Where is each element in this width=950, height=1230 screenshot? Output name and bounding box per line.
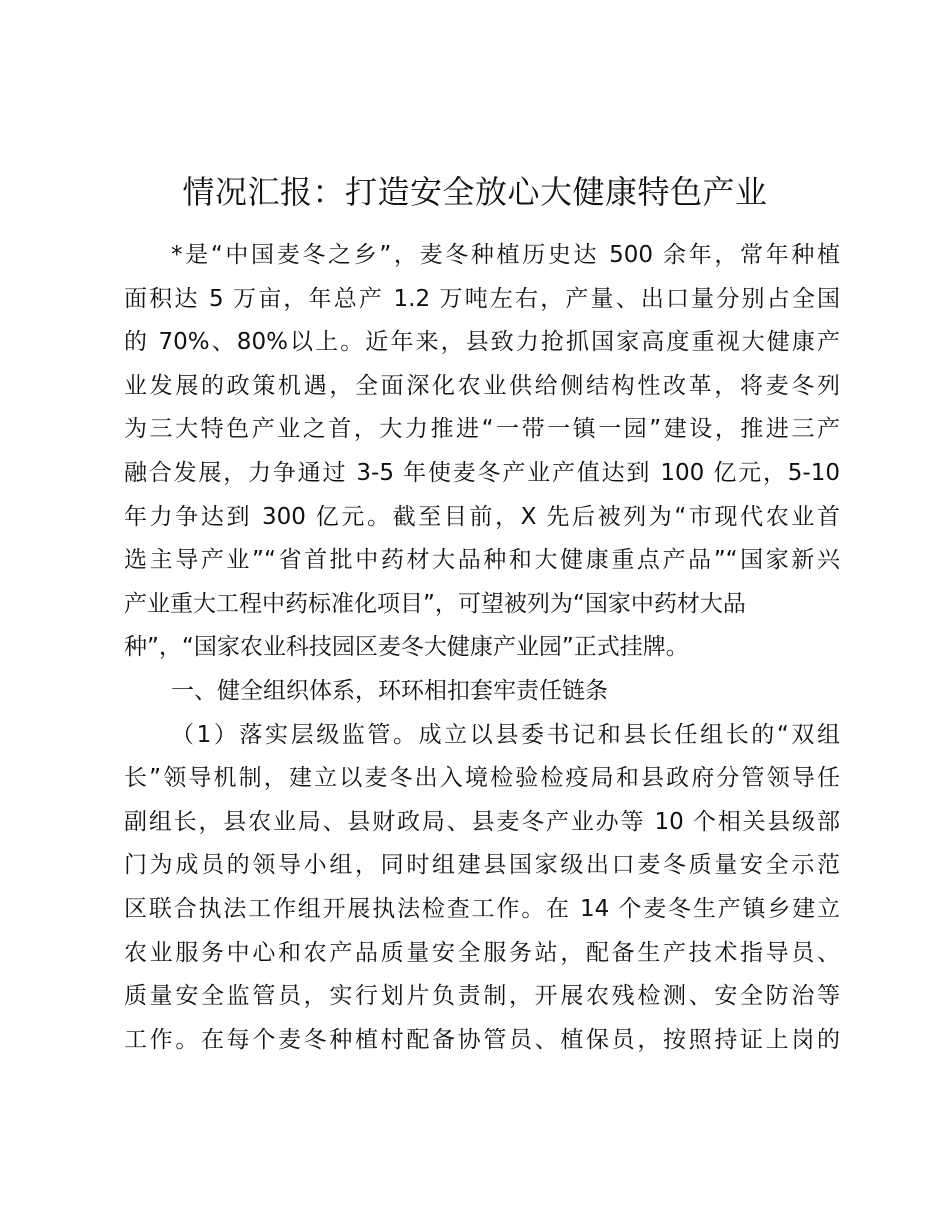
text-line: （1）落实层级监管。成立以县委书记和县长任组长的“双组 bbox=[171, 721, 840, 748]
text-line: 业发展的政策机遇，全面深化农业供给侧结构性改革，将麦冬列 bbox=[124, 372, 840, 399]
text-line: 的 70%、80%以上。近年来，县致力抢抓国家高度重视大健康产 bbox=[124, 329, 840, 356]
text-line: 为三大特色产业之首，大力推进“一带一镇一园”建设，推进三产 bbox=[124, 416, 840, 443]
paragraph-intro bbox=[124, 234, 840, 670]
text-line: 选主导产业”“省首批中药材大品种和大健康重点产品”“国家新兴 bbox=[124, 547, 840, 574]
text-line: 工作。在每个麦冬种植村配备协管员、植保员，按照持证上岗的 bbox=[124, 1026, 840, 1053]
text-line: 产业重大工程中药标准化项目”，可望被列为“国家中药材大品 bbox=[124, 590, 746, 617]
text-line: 种”，“国家农业科技园区麦冬大健康产业园”正式挂牌。 bbox=[124, 634, 689, 661]
text-line: 年力争达到 300 亿元。截至目前，X 先后被列为“市现代农业首 bbox=[124, 503, 840, 530]
text-line: 农业服务中心和农产品质量安全服务站，配备生产技术指导员、 bbox=[124, 939, 840, 966]
document-title: 情况汇报：打造安全放心大健康特色产业 bbox=[182, 173, 768, 211]
text-line: 副组长，县农业局、县财政局、县麦冬产业办等 10 个相关县级部 bbox=[124, 808, 840, 835]
text-line: 面积达 5 万亩，年总产 1.2 万吨左右，产量、出口量分别占全国 bbox=[124, 285, 840, 312]
heading-text: 一、健全组织体系，环环相扣套牢责任链条 bbox=[171, 677, 608, 704]
text-line: 长”领导机制，建立以麦冬出入境检验检疫局和县政府分管领导任 bbox=[124, 765, 840, 792]
paragraph-supervision bbox=[124, 714, 840, 1063]
text-line: 融合发展，力争通过 3-5 年使麦冬产业产值达到 100 亿元，5-10 bbox=[124, 459, 840, 486]
text-line: 区联合执法工作组开展执法检查工作。在 14 个麦冬生产镇乡建立 bbox=[124, 895, 840, 922]
text-line: 质量安全监管员，实行划片负责制，开展农残检测、安全防治等 bbox=[124, 983, 840, 1010]
text-line: 门为成员的领导小组，同时组建县国家级出口麦冬质量安全示范 bbox=[124, 852, 840, 879]
document-body bbox=[124, 234, 840, 1062]
text-line: *是“中国麦冬之乡”，麦冬种植历史达 500 余年，常年种植 bbox=[171, 242, 840, 268]
section-heading bbox=[124, 670, 840, 714]
